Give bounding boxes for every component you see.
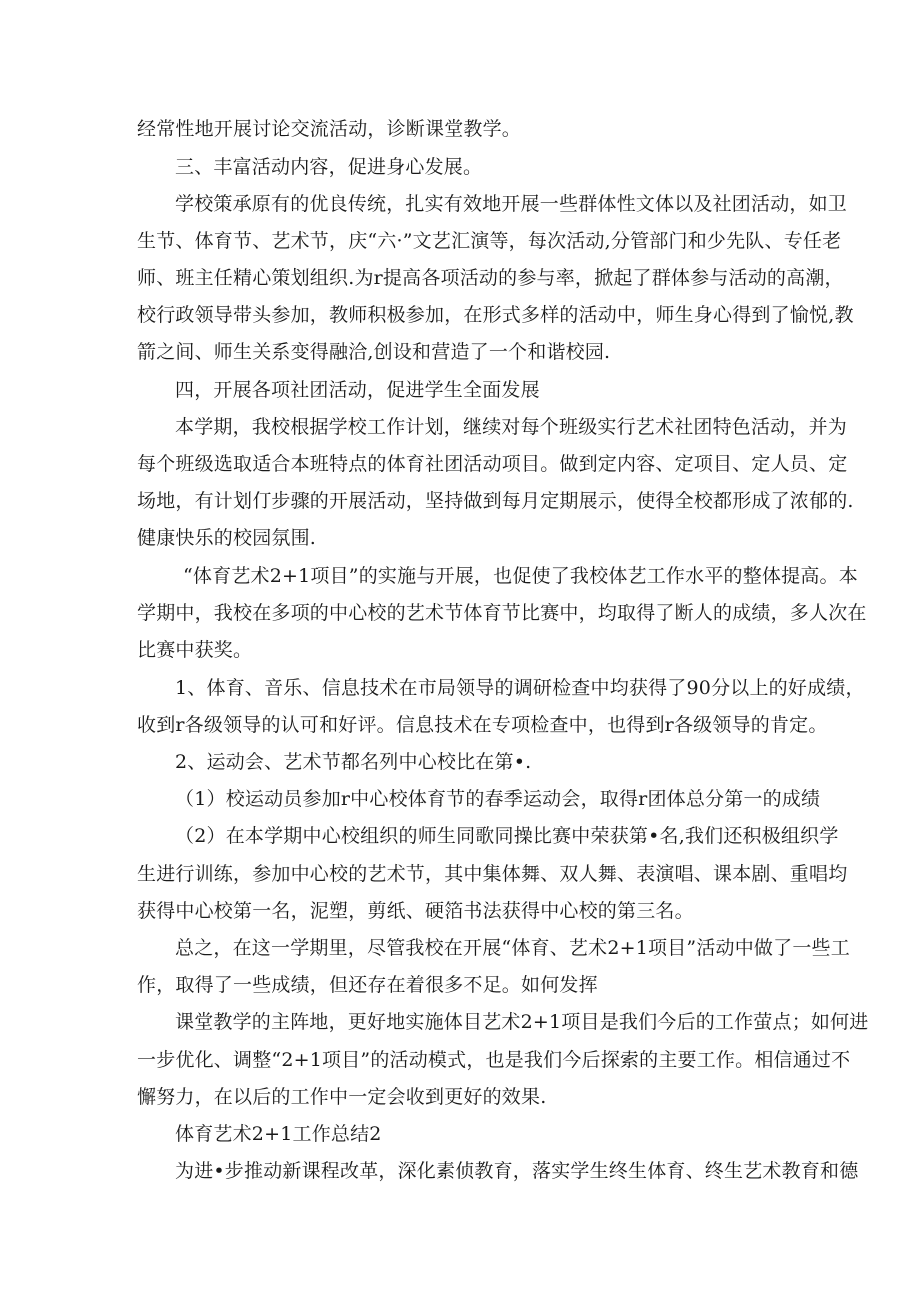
text-line: 比赛中获奖。 (137, 639, 253, 661)
text-line: 总之，在这一学期里，尽管我校在开展“体育、艺术2+1项目”活动中做了一些工 (175, 937, 850, 959)
text-line: 收到r各级领导的认可和好评。信息技术在专项检查中，也得到r各级领导的肯定。 (137, 714, 828, 736)
text-line: 一步优化、调整“2+1项目”的活动模式，也是我们今后探索的主要工作。相信通过不 (137, 1049, 851, 1071)
text-line: 学期中，我校在多项的中心校的艺术节体育节比赛中，均取得了断人的成绩，多人次在 (137, 602, 867, 624)
text-line: （2）在本学期中心校组织的师生同歌同操比赛中荣获第•名,我们还积极组织学 (175, 825, 839, 847)
text-line: 箭之间、师生关系变得融洽,创设和营造了一个和谐校园. (137, 341, 611, 363)
text-line: “体育艺术2+1项目”的实施与开展，也促使了我校体艺工作水平的整体提高。本 (183, 565, 858, 587)
text-line: 师、班主任精心策划组织.为r提高各项活动的参与率，掀起了群体参与活动的高潮， (137, 267, 844, 289)
text-line: 为进•步推动新课程改革，深化素侦教育，落实学生终生体育、终生艺术教育和德 (175, 1160, 859, 1182)
section-title: 体育艺术2+1工作总结2 (175, 1123, 382, 1145)
text-line: 每个班级选取适合本班特点的体育社团活动项目。做到定内容、定项目、定人员、定 (137, 453, 848, 475)
text-line: 生节、体育节、艺术节，庆“六·”文艺汇演等，每次活动,分管部门和少先队、专任老 (137, 230, 842, 252)
text-line: 经常性地开展讨论交流活动，诊断课堂教学。 (137, 118, 522, 140)
text-line: 校行政领导带头参加，教师积极参加，在形式多样的活动中，师生身心得到了愉悦,教 (137, 304, 854, 326)
section-heading: 四，开展各项社团活动，促进学生全面发展 (175, 379, 540, 401)
text-line: 懈努力，在以后的工作中一定会收到更好的效果. (137, 1086, 547, 1108)
text-line: 生进行训练，参加中心校的艺术节，其中集体舞、双人舞、表演唱、课本剧、重唱均 (137, 863, 848, 885)
text-line: 学校策承原有的优良传统，扎实有效地开展一些群体性文体以及社团活动，如卫 (175, 193, 848, 215)
text-line: 1、体育、音乐、信息技术在市局领导的调研检查中均获得了90分以上的好成绩， (175, 677, 865, 699)
text-line: 本学期，我校根据学校工作计划，继续对每个班级实行艺术社团特色活动，并为 (175, 416, 848, 438)
text-line: 场地，有计划仃步骤的开展活动，坚持做到每月定期展示，使得全校都形成了浓郁的. (137, 490, 854, 512)
text-line: 健康快乐的校园氛围. (137, 527, 317, 549)
section-heading: 三、丰富活动内容，促进身心发展。 (175, 156, 483, 178)
text-line: 作，取得了一些成绩，但还存在着很多不足。如何发挥 (137, 974, 598, 996)
text-line: 2、运动会、艺术节都名列中心校比在第•. (175, 751, 532, 773)
text-line: （1）校运动员参加r中心校体育节的春季运动会，取得r团体总分第一的成绩 (175, 788, 821, 810)
text-line: 课堂教学的主阵地，更好地实施体目艺术2+1项目是我们今后的工作萤点；如何进 (175, 1011, 869, 1033)
text-line: 获得中心校第一名，泥塑，剪纸、硬箔书法获得中心校的第三名。 (137, 900, 694, 922)
